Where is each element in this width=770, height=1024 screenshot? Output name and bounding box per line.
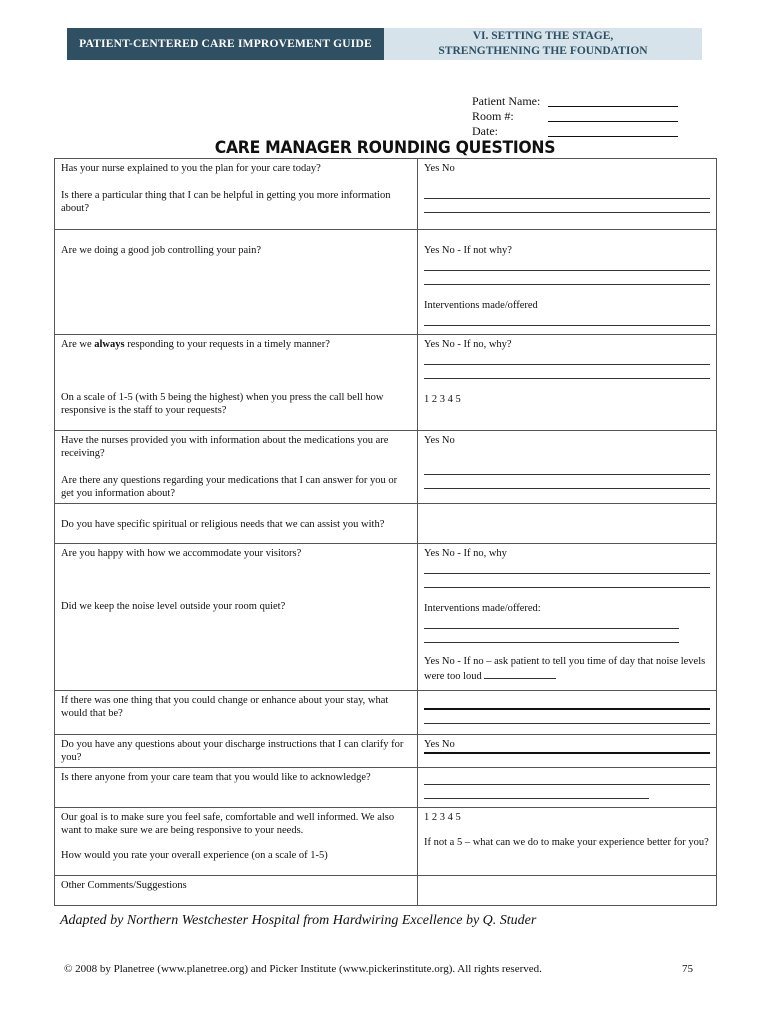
table-row <box>55 431 717 504</box>
question-text-part: Are we <box>61 339 95 350</box>
answer-line[interactable] <box>424 199 710 213</box>
answer-cell <box>418 159 717 230</box>
answer-cell <box>418 808 717 876</box>
answer-cell <box>418 431 717 504</box>
question-emphasis: always <box>94 339 125 350</box>
table-row <box>55 504 717 544</box>
question-text: Our goal is to make sure you feel safe, comfortable and well informed. We also want to make sure we are being responsive to your needs. <box>61 812 395 836</box>
answer-cell <box>418 230 717 335</box>
answer-line[interactable] <box>424 615 679 629</box>
noise-time-field[interactable] <box>484 668 556 679</box>
answer-cell <box>418 768 717 808</box>
copyright: © 2008 by Planetree (www.planetree.org) and Picker Institute (www.pickerinstitute.org). All rights reserved. <box>64 963 542 975</box>
table-row <box>55 808 717 876</box>
question-cell <box>55 544 418 691</box>
question-text: Has your nurse explained to you the plan for your care today? <box>61 163 321 174</box>
question-cell <box>55 504 418 544</box>
question-text: If there was one thing that you could change or enhance about your stay, what would that be? <box>61 695 389 719</box>
answer-prompt: If not a 5 – what can we do to make your experience better for you? <box>424 837 709 848</box>
noise-followup <box>424 655 710 683</box>
answer-line[interactable] <box>424 574 710 588</box>
question-text: How would you rate your overall experience (on a scale of 1-5) <box>61 850 328 861</box>
question-cell <box>55 735 418 768</box>
answer-line[interactable] <box>424 751 710 754</box>
rating-options: 1 2 3 4 5 <box>424 812 461 823</box>
date-field[interactable] <box>548 124 678 137</box>
answer-line[interactable] <box>424 461 710 475</box>
answer-line[interactable] <box>424 312 710 326</box>
question-text: Is there a particular thing that I can be helpful in getting you more information about? <box>61 190 391 214</box>
answer-options: Yes No <box>424 163 455 174</box>
room-label: Room #: <box>472 109 514 123</box>
question-text: Other Comments/Suggestions <box>61 880 187 891</box>
date-row <box>472 124 678 139</box>
patient-name-label: Patient Name: <box>472 94 541 108</box>
section-title-line2: STRENGTHENING THE FOUNDATION <box>438 45 648 57</box>
answer-cell <box>418 691 717 735</box>
answer-line[interactable] <box>424 629 679 643</box>
page-title: CARE MANAGER ROUNDING QUESTIONS <box>214 138 556 158</box>
room-field[interactable] <box>548 109 678 122</box>
guide-title-banner <box>67 28 384 60</box>
section-title-line1: VI. SETTING THE STAGE, <box>472 30 614 42</box>
table-row <box>55 544 717 691</box>
answer-cell <box>418 335 717 431</box>
adapted-credit: Adapted by Northern Westchester Hospital from Hardwiring Excellence by Q. Studer <box>60 913 537 928</box>
table-row <box>55 768 717 808</box>
answer-line[interactable] <box>424 271 710 285</box>
patient-name-field[interactable] <box>548 94 678 107</box>
answer-cell <box>418 735 717 768</box>
answer-cell[interactable] <box>418 504 717 544</box>
question-cell <box>55 335 418 431</box>
question-cell <box>55 431 418 504</box>
answer-cell <box>418 544 717 691</box>
rounding-questions-table <box>54 158 717 906</box>
patient-name-row <box>472 94 678 109</box>
page-number: 75 <box>682 963 693 975</box>
patient-info <box>472 94 678 139</box>
question-text: Are you happy with how we accommodate your visitors? <box>61 548 302 559</box>
noise-followup-text: Yes No - If no – ask patient to tell you time of day that noise levels were too loud <box>424 656 706 682</box>
answer-prompt: Interventions made/offered <box>424 300 538 311</box>
answer-line[interactable] <box>424 560 710 574</box>
rating-options: 1 2 3 4 5 <box>424 394 461 405</box>
answer-line[interactable] <box>424 257 710 271</box>
answer-line[interactable] <box>424 351 710 365</box>
question-cell <box>55 768 418 808</box>
table-row <box>55 876 717 906</box>
answer-line[interactable] <box>424 365 710 379</box>
question-text: Are we doing a good job controlling your pain? <box>61 245 262 256</box>
answer-line[interactable] <box>424 185 710 199</box>
section-title-banner <box>384 28 702 60</box>
date-label: Date: <box>472 124 498 138</box>
question-text: Are there any questions regarding your medications that I can answer for you or get you information about? <box>61 475 398 499</box>
question-cell <box>55 159 418 230</box>
question-text: Is there anyone from your care team that you would like to acknowledge? <box>61 772 371 783</box>
table-row <box>55 230 717 335</box>
answer-options: Yes No - If not why? <box>424 245 512 256</box>
table-row <box>55 735 717 768</box>
answer-options: Yes No - If no, why <box>424 548 507 559</box>
question-text: Have the nurses provided you with information about the medications you are receiving? <box>61 435 389 459</box>
answer-line[interactable] <box>424 475 710 489</box>
question-text: Did we keep the noise level outside your room quiet? <box>61 601 286 612</box>
table-row <box>55 335 717 431</box>
answer-options: Yes No <box>424 435 455 446</box>
question-cell <box>55 876 418 906</box>
answer-cell[interactable] <box>418 876 717 906</box>
question-cell <box>55 808 418 876</box>
question-text-part: responding to your requests in a timely manner? <box>124 339 330 350</box>
answer-line[interactable] <box>424 785 649 799</box>
question-cell <box>55 230 418 335</box>
question-text: On a scale of 1-5 (with 5 being the highest) when you press the call bell how responsive is the staff to your requests? <box>61 392 384 416</box>
answer-prompt: Interventions made/offered: <box>424 603 541 614</box>
answer-line[interactable] <box>424 771 710 785</box>
answer-options: Yes No <box>424 739 455 750</box>
answer-line[interactable] <box>424 694 710 710</box>
question-text <box>61 338 411 351</box>
table-row <box>55 691 717 735</box>
table-row <box>55 159 717 230</box>
guide-title: PATIENT-CENTERED CARE IMPROVEMENT GUIDE <box>79 38 372 50</box>
room-row <box>472 109 678 124</box>
question-text: Do you have specific spiritual or religious needs that we can assist you with? <box>61 519 385 530</box>
answer-options: Yes No - If no, why? <box>424 339 512 350</box>
question-text: Do you have any questions about your discharge instructions that I can clarify for you? <box>61 739 404 763</box>
question-cell <box>55 691 418 735</box>
answer-line[interactable] <box>424 710 710 724</box>
